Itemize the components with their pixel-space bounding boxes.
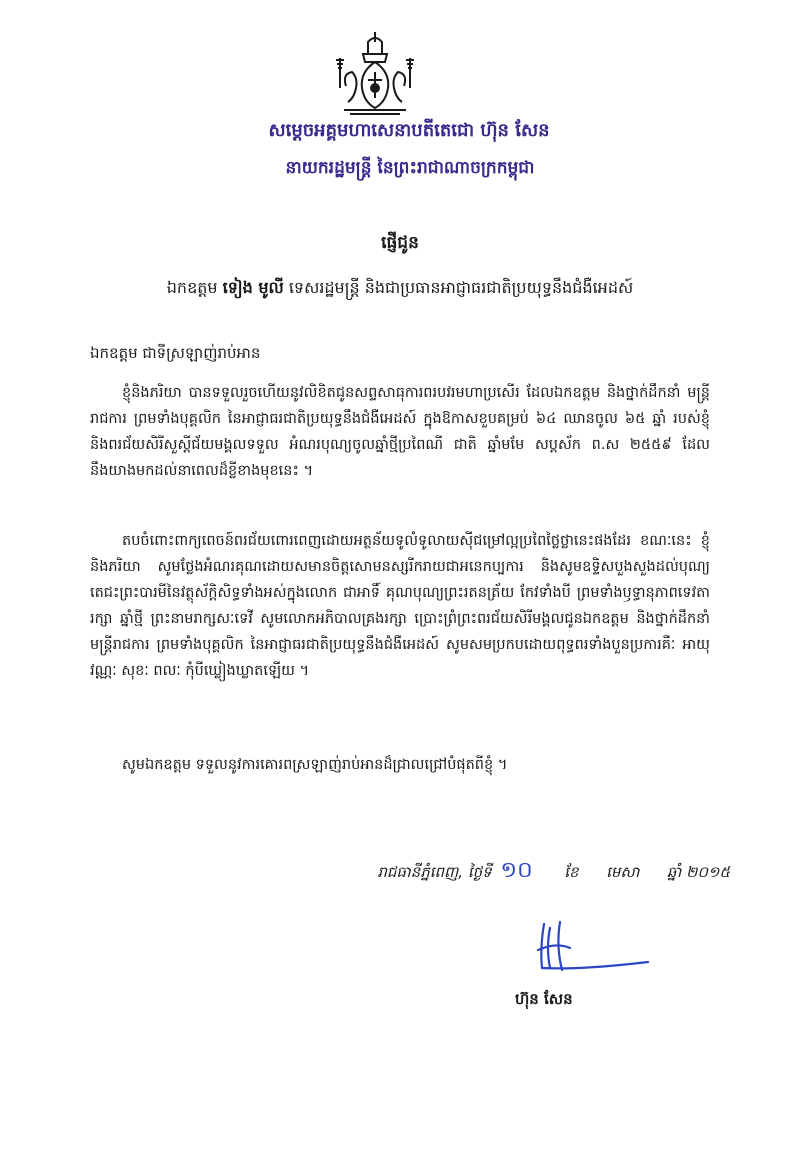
date-year: ២០១៥ [686, 863, 730, 881]
recipient-line [0, 277, 800, 301]
addressing-block [0, 232, 800, 301]
date-day: ១០ [500, 858, 533, 883]
date-year-label: ឆ្នាំ [666, 863, 682, 881]
body-paragraph-2: តបចំពោះពាក្យពេចន៍ពរជ័យពោរពេញដោយអត្ថន័យទូលំទូលាយស៊ីជម្រៅល្អប្រពៃថ្លៃថ្លានេះផងដែរ ខណៈនេះ ខ្ញុំនិងភរិយា សូមថ្លែងអំណរគុណដោយសមានចិត្តសោមនស្សរីករាយជាអនេកប្បការ និងសូមឧទ្ទិសបួងសួងដល់បុណ្យតេជះព្រះបារមីនៃវត្ថុស័ក្តិសិទ្ធទាំងអស់ក្នុងលោក ជាអាទិ៍ គុណបុណ្យព្រះរតនត្រ័យ កែវទាំងបី ព្រមទាំងឫទ្ធានុភាពទេវតារក្សា ឆ្នាំថ្មី ព្រះនាមរាក្សសៈទេវី សូមលោកអភិបាលគ្រងរក្សា ប្រោះព្រំព្រះពរជ័យសិរីមង្គលជូនឯកឧត្តម និងថ្នាក់ដឹកនាំ មន្ត្រីរាជការ ព្រមទាំងបុគ្គលិក នៃអាជ្ញាធរជាតិប្រយុទ្ធនឹងជំងឺអេដស៍ សូមសមប្រកបដោយពុទ្ធពរទាំងបួនប្រការគឺៈ អាយុ វណ្ណៈ សុខៈ ពលៈ កុំបីឃ្លៀងឃ្លាតឡើយ ។ [90, 533, 710, 679]
recipient-suffix: ទេសរដ្ឋមន្ត្រី និងជាប្រធានអាជ្ញាធរជាតិប្រយុទ្ធនឹងជំងឺអេដស៍ [288, 278, 634, 297]
date-month-label: ខែ [564, 863, 579, 881]
dateline [377, 856, 730, 888]
handwritten-signature-icon [520, 918, 650, 988]
body-paragraph-1: ខ្ញុំនិងភរិយា បានទទួលរួចហើយនូវលិខិតជូនសព្ទសាធុការពរបវរមហាប្រសើរ ដែលឯកឧត្តម និងថ្នាក់ដឹកនាំ មន្ត្រីរាជការ ព្រមទាំងបុគ្គលិក នៃអាជ្ញាធរជាតិប្រយុទ្ធនឹងជំងឺអេដស៍ ក្នុងឱកាសខួបគម្រប់ ៦៤ ឈានចូល ៦៥ ឆ្នាំ របស់ខ្ញុំ និងពរជ័យសិរីសួស្តីជ័យមង្គលទទួល អំណរបុណ្យចូលឆ្នាំថ្មីប្រពៃណី ជាតិ ឆ្នាំមមែ សប្តស័ក ព.ស ២៥៥៩ ដែលនឹងយាងមកដល់នាពេលដ៏ខ្លីខាងមុខនេះ ។ [90, 385, 710, 479]
recipient-prefix: ឯកឧត្តម [166, 278, 218, 297]
sender-name: សម្តេចអគ្គមហាសេនាបតីតេជោ ហ៊ុន សែន [268, 120, 550, 141]
royal-emblem-icon [330, 28, 420, 120]
date-month: មេសា [606, 863, 640, 881]
signer-name: ហ៊ុន សែន [515, 990, 573, 1008]
recipient-name: ទៀង មូលី [222, 278, 284, 297]
sender-block [0, 118, 800, 182]
salutation: ឯកឧត្តម ជាទីស្រឡាញ់រាប់អាន [90, 344, 261, 362]
send-to-heading: ផ្ញើជូន [381, 233, 419, 253]
date-place: រាជធានីភ្នំពេញ, ថ្ងៃទី [377, 863, 492, 881]
body-paragraph-3: សូមឯកឧត្តម ទទួលនូវការគោរពស្រឡាញ់រាប់អានដ៏ជ្រាលជ្រៅបំផុតពីខ្ញុំ ។ [122, 757, 508, 773]
sender-title: នាយករដ្ឋមន្ត្រី នៃព្រះរាជាណាចក្រកម្ពុជា [285, 158, 535, 178]
